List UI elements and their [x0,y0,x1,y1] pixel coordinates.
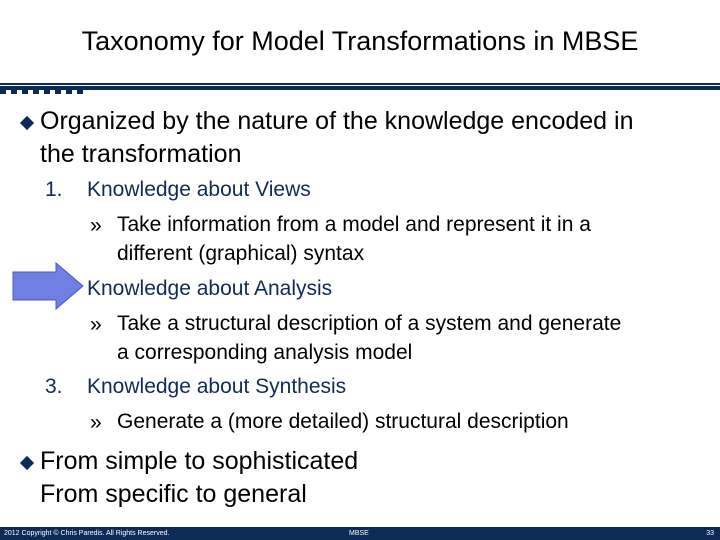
item-label-analysis: Knowledge about Analysis [87,277,333,300]
slide-title: Taxonomy for Model Transformations in MBSE [81,26,639,56]
footer-title: MBSE [349,530,369,537]
diamond-bullet-icon [20,116,34,130]
item-label-views: Knowledge about Views [87,178,311,201]
sub-marker-1: » [90,214,102,237]
sub-views-line1: Take information from a model and represent it in a [117,213,591,236]
footer-bar [0,527,720,540]
sub-marker-2: » [90,313,102,336]
diamond-bullet-icon [20,456,34,470]
bullet-organized-line1: Organized by the nature of the knowledge encoded in [40,107,634,135]
sub-synthesis-line1: Generate a (more detailed) structural description [117,410,569,433]
sub-analysis-line2: a corresponding analysis model [117,341,413,364]
bullet-simple-line1: From simple to sophisticated [40,447,359,475]
title-divider-dots [0,90,86,94]
sub-analysis-line1: Take a structural description of a system and generate [117,312,622,335]
bullet-simple-line2: From specific to general [40,480,307,508]
right-arrow-icon [12,262,84,310]
item-number-1: 1. [45,178,63,201]
item-number-3: 3. [45,375,63,398]
sub-marker-3: » [90,411,102,434]
footer-page-number: 33 [706,530,714,537]
title-divider [0,83,720,90]
item-label-synthesis: Knowledge about Synthesis [87,375,347,398]
footer-copyright: 2012 Copyright © Chris Paredis. All Rights Reserved. [4,530,170,537]
bullet-organized-line2: the transformation [40,140,242,168]
sub-views-line2: different (graphical) syntax [117,242,365,265]
